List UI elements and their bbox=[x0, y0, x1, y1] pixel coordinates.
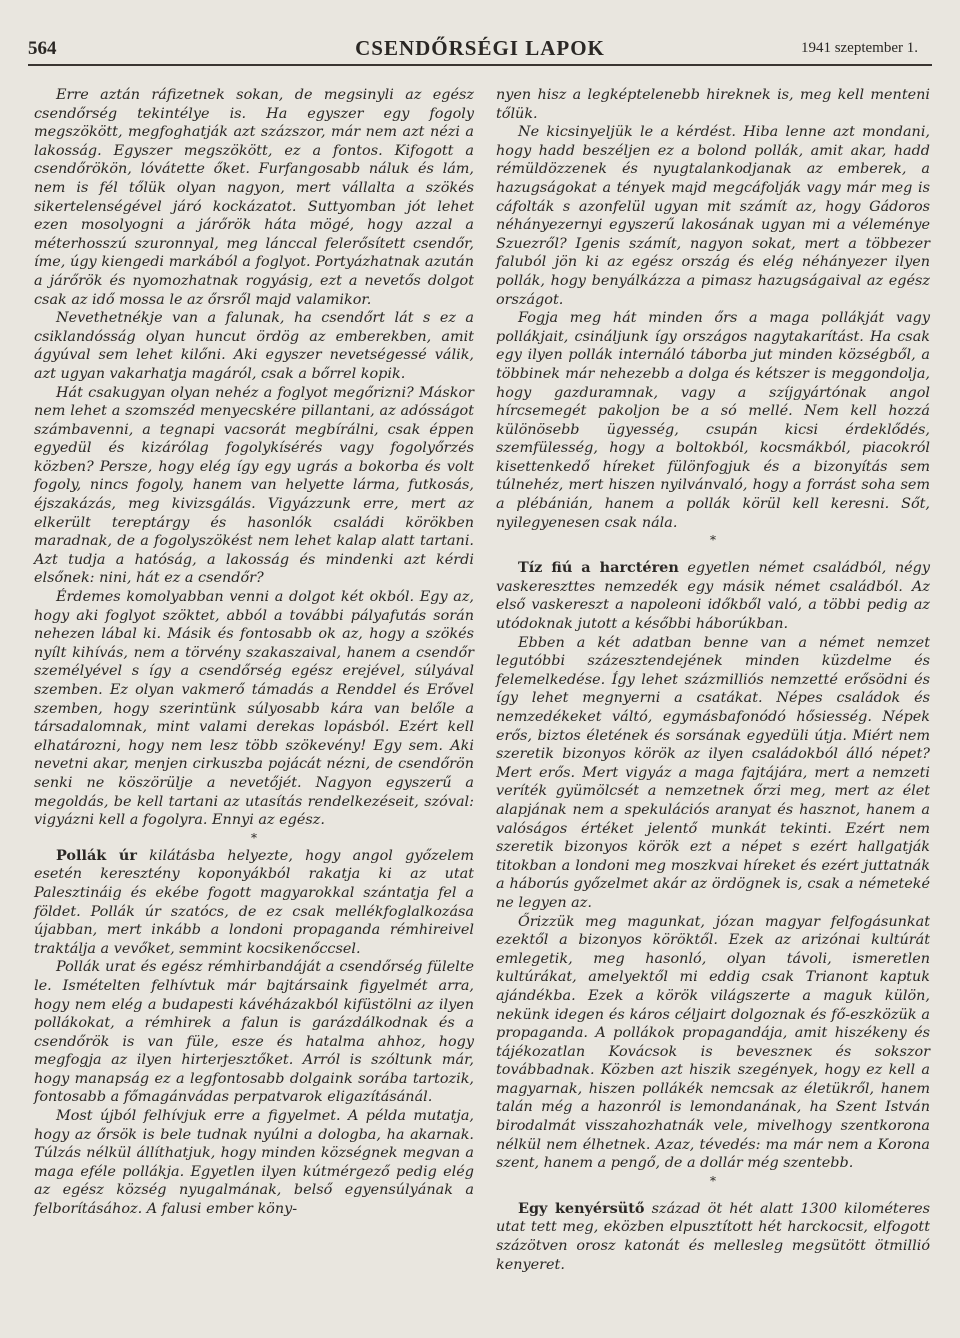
article-paragraph: Őrizzük meg magunkat, józan magyar felfogásunkat ezektől a bizonyos köröktől. Ezek az arizónai kultúrát emlegetik, meg hasonló, olyan távoli, ismeretlen kultúrákat, amelyektől mi eddig csak Trianont kaptuk ajándékba. Ezek a körök világszerte a maguk külön, nekünk idegen és káros céljairt dolgoznak és fő-eszközük a propaganda. A pollákok propagandája, amit hiszékeny és tájékozatlan Kovácsok is beveszneк és sokszor továbbadnak. Közben azt hiszik szegények, hogy ez kell a magyarnak, hiszen pollákék nemcsak az életükről, hanem talán még a hazonról is lemondanának, ha Szent István birodalmát visszahozhatnák vele, mivelhogy szentkorona nélkül nem élhetnek. Azaz, tévedés: ma már nem a Korona szent, hanem a pengő, de a dollár még szentebb. bbox=[496, 913, 930, 1172]
right-column bbox=[496, 86, 930, 1274]
article-paragraph: Érdemes komolyabban venni a dolgot két okból. Egy az, hogy aki foglyot szöktet, abból a további pályafutás során nehezen lábal ki. Másik és fontosabb ok az, hogy a szökés nyílt kihívás, nem a törvény szakaszaival, hanem a csendőr személyével s így a csendőrség egész erejével, súlyával szemben. Ez olyan vakmerő támadás a Renddel és Erővel szemben, hogy szerintünk súlyosabb kára van belőle a társadalomnak, mint valami derekas lopásból. Ezért kell elhatározni, hogy nem lesz több szökevény! Egy sem. Aki nevetni akar, menjen cirkuszba pojácát nézni, de csendőrön senki ne köszörülje a nevetőjét. Nagyon egyszerű a megoldás, be kell tartani az utasítás rendelkezéseit, szóval: vigyázni kell a fogolyra. Ennyi az egész. bbox=[34, 589, 474, 829]
publication-title: CSENDŐRSÉGI LAPOK bbox=[355, 36, 605, 60]
page-header bbox=[28, 32, 932, 66]
article-paragraph: Nevethetnékje van a falunak, ha csendőrt lát s ez a csiklandósság olyan huncut ördög az emberekben, amit ágyúval sem lehet kilőni. Aki egyszer nevetségessé válik, azt ugyan vakarhatja magáról, csak a bőrrel kopik. bbox=[34, 310, 474, 382]
article-paragraph: Fogja meg hát minden őrs a maga pollákját vagy pollákjait, csináljunk így országos nagytakarítást. Ha csak egy ilyen pollák internáló táborba jut minden községből, a többinek már nehezebb a dolga és kétszer is meggondolja, hogy gazduramnak, vagy a szíjgyártónak angol hírcsemegét pakoljon be a só mellé. Nem kell hozzá különösebb ügyesség, csupán kicsi érdeklődés, szemfülesség, hogy a boltokból, kocsmákból, piacokról kisettenkedő híreket fülönfogjuk és a bizonyítás sem túlnehéz, mert hiszen nyilvánvaló, hogy a forrást soha sem a plébánián, hanem a pollák körül kell keresni. Sőt, nyilegyenesen csak nála. bbox=[496, 310, 930, 531]
article-paragraph: Ne kicsinyeljük le a kérdést. Hiba lenne azt mondani, hogy hadd beszéljen ez a bolond pollák, amit akar, hadd rémüldözzenek és nyugtalankodjanak az emberek, a hazugságokat a tények majd megcáfolják vagy már meg is cáfolták s azonfelül ugyan mit számít az, hogy Gádoros néhányezernyi egyszerű lakosának ugyan mi a véleménye Szuezről? Igenis számít, nagyon sokat, mert a többezer faluból jön ki az egész ország és elég néhányezer ilyen pollák, hogy benyálkázza a pimasz hazugságaival az egész országot. bbox=[496, 124, 930, 308]
article-lead: Egy kenyérsütő bbox=[518, 1199, 645, 1217]
section-separator: * bbox=[710, 533, 716, 548]
article-paragraph bbox=[34, 847, 474, 959]
article-text: kilátásba helyezte, hogy angol győzelem esetén keresztény koponyákból rakatja ki az utat Palesztináig és ekébe fogott magyarokkal szántatja fel a földet. Pollák úr szatócs, de ez csak mellékfoglalkozása újabban, mert inkább a londoni propaganda rémhireivel traktálja a vevőket, semmint kocsikenőccsel. bbox=[34, 847, 474, 957]
article-paragraph: Ebben a két adatban benne van a német nemzet legutóbbi százesztendejének minden küzdelme és felemelkedése. Így lehet százmilliós nemzetté erősödni és így lehet megnyerni a csatákat. Népes családok és nemzedékeket váltó, egymásbafonódó hősiesség. Népek erős, biztos életének és sorsának egyedüli útja. Miért nem szeretik bizonyos körök az ilyen családokból álló népet? Mert erős. Mert vigyáz a maga fajtájára, mert a nemzeti veríték gyümölcsét a nemzetnek őrzi meg, mert az élet alapjának nem a spekulációs aranyat és hasznot, hanem a valóságos értéket jelentő munkát tekinti. Ezért nem szeretik bizonyos körök ezt a népet s ezért hallgatják titokban a londoni meg moszkvai híreket és ezért juttatnák a háborús győzelmet akár az ördögnek is, csak a németeké ne legyen az. bbox=[496, 634, 930, 911]
article-paragraph: Hát csakugyan olyan nehéz a foglyot megőrizni? Máskor nem lehet a szomszéd menyecskére pillantani, az adósságot számbavenni, a tegnapi vacsorát megbírálni, csak éppen egyedül és kizárólag fogolykísérés vagy fogolyőrzés közben? Persze, hogy elég így egy ugrás a bokorba és volt fogoly, nincs fogoly, hanem van helyette lárma, futkosás, éjszakázás, meg kivizsgálás. Vigyázzunk erre, mert az elkerült tereptárgy és hasonlók családi körökben maradnak, de a fogolyszökést nem lehet kalap alatt tartani. Azt tudja a hatóság, a lakosság és mindenki azt kérdi elsőnek: nini, hát ez a csendőr? bbox=[34, 384, 474, 587]
article-lead: Tíz fiú a harctéren bbox=[518, 559, 679, 577]
section-separator: * bbox=[251, 830, 257, 845]
article-paragraph: nyen hisz a legképtelenebb hireknek is, meg kell menteni tőlük. bbox=[496, 87, 930, 122]
spacer bbox=[496, 1190, 930, 1200]
article-paragraph: Pollák urat és egész rémhirbandáját a csendőrség fülelte le. Ismételten felhívtuk már bajtársaink figyelmét arra, hogy nem elég a budapesti kávéházakból kifüstölni az ilyen pollákokat, a rémhirek a falun is garázdálkodnak és a csendőrök is van füle, esze és hatalma ahhoz, hogy megfogja az ilyen hirterjesztőket. Arról is szóltunk már, hogy manapság ez a legfontosabb dolgaink sorába tartozik, fontosabb a főmagánvádas perpatvarok eligazításánál. bbox=[34, 959, 474, 1106]
article-text: század öt hét alatt 1300 kilométeres utat tett meg, eközben elpusztított hét harckocsit, elfogott százötven orosz katonát és mellesleg megsütött ötmillió kenyeret. bbox=[496, 1200, 930, 1273]
section-separator: * bbox=[710, 1173, 716, 1188]
header-rule bbox=[28, 64, 932, 66]
issue-date: 1941 szeptember 1. bbox=[800, 40, 918, 56]
spacer bbox=[496, 549, 930, 559]
article-text: egyetlen német családból, négy vaskereszttes nemzedék egy másik német családból. Az első vaskereszt a napoleoni időkből való, a többi pedig az utódoknak jutott a későbbi háborúkban. bbox=[496, 560, 931, 633]
article-paragraph bbox=[496, 1200, 930, 1274]
article-paragraph: Erre aztán ráfizetnek sokan, de megsinyli az egész csendőrség tekintélye is. Ha egyszer egy fogoly megszökött, megfoghatják azt százszor, már nem azt nézi a lakosság. Egyszer megszökött, ez a fontos. Kifogott a csendőrökön, lóvátette őket. Furfangosabb náluk és lám, nem is fél tőlük olyan nagyon, mert vállalta a szökés sikertelenségével járó kockázatot. Suttyomban jót lehet ezen mosolyogni a járőrök háta mögé, hogy azzal a méterhosszú szuronnyal, meg lánccal felerősített csendőr, íme, úgy kiengedi markából a foglyot. Portyázhatnak azután a járőrök és nyomozhatnak rogyásig, ezt a nevetős dolgot csak az idő mossa le az őrsről majd valamikor. bbox=[34, 87, 474, 308]
page-number: 564 bbox=[28, 38, 57, 59]
left-column bbox=[34, 86, 474, 1219]
article-paragraph bbox=[496, 559, 930, 633]
article-lead: Pollák úr bbox=[56, 846, 137, 864]
article-paragraph: Most újból felhívjuk erre a figyelmet. A példa mutatja, hogy az őrsök is bele tudnak nyúlni a dologba, ha akarnak. Túlzás nélkül állíthatjuk, hogy minden községnek megvan a maga eféle pollákja. Egyetlen ilyen kútmérgező pedig elég az egész község nyugalmának, belső egyensúlyának a felborításához. A falusi ember köny- bbox=[34, 1108, 474, 1218]
